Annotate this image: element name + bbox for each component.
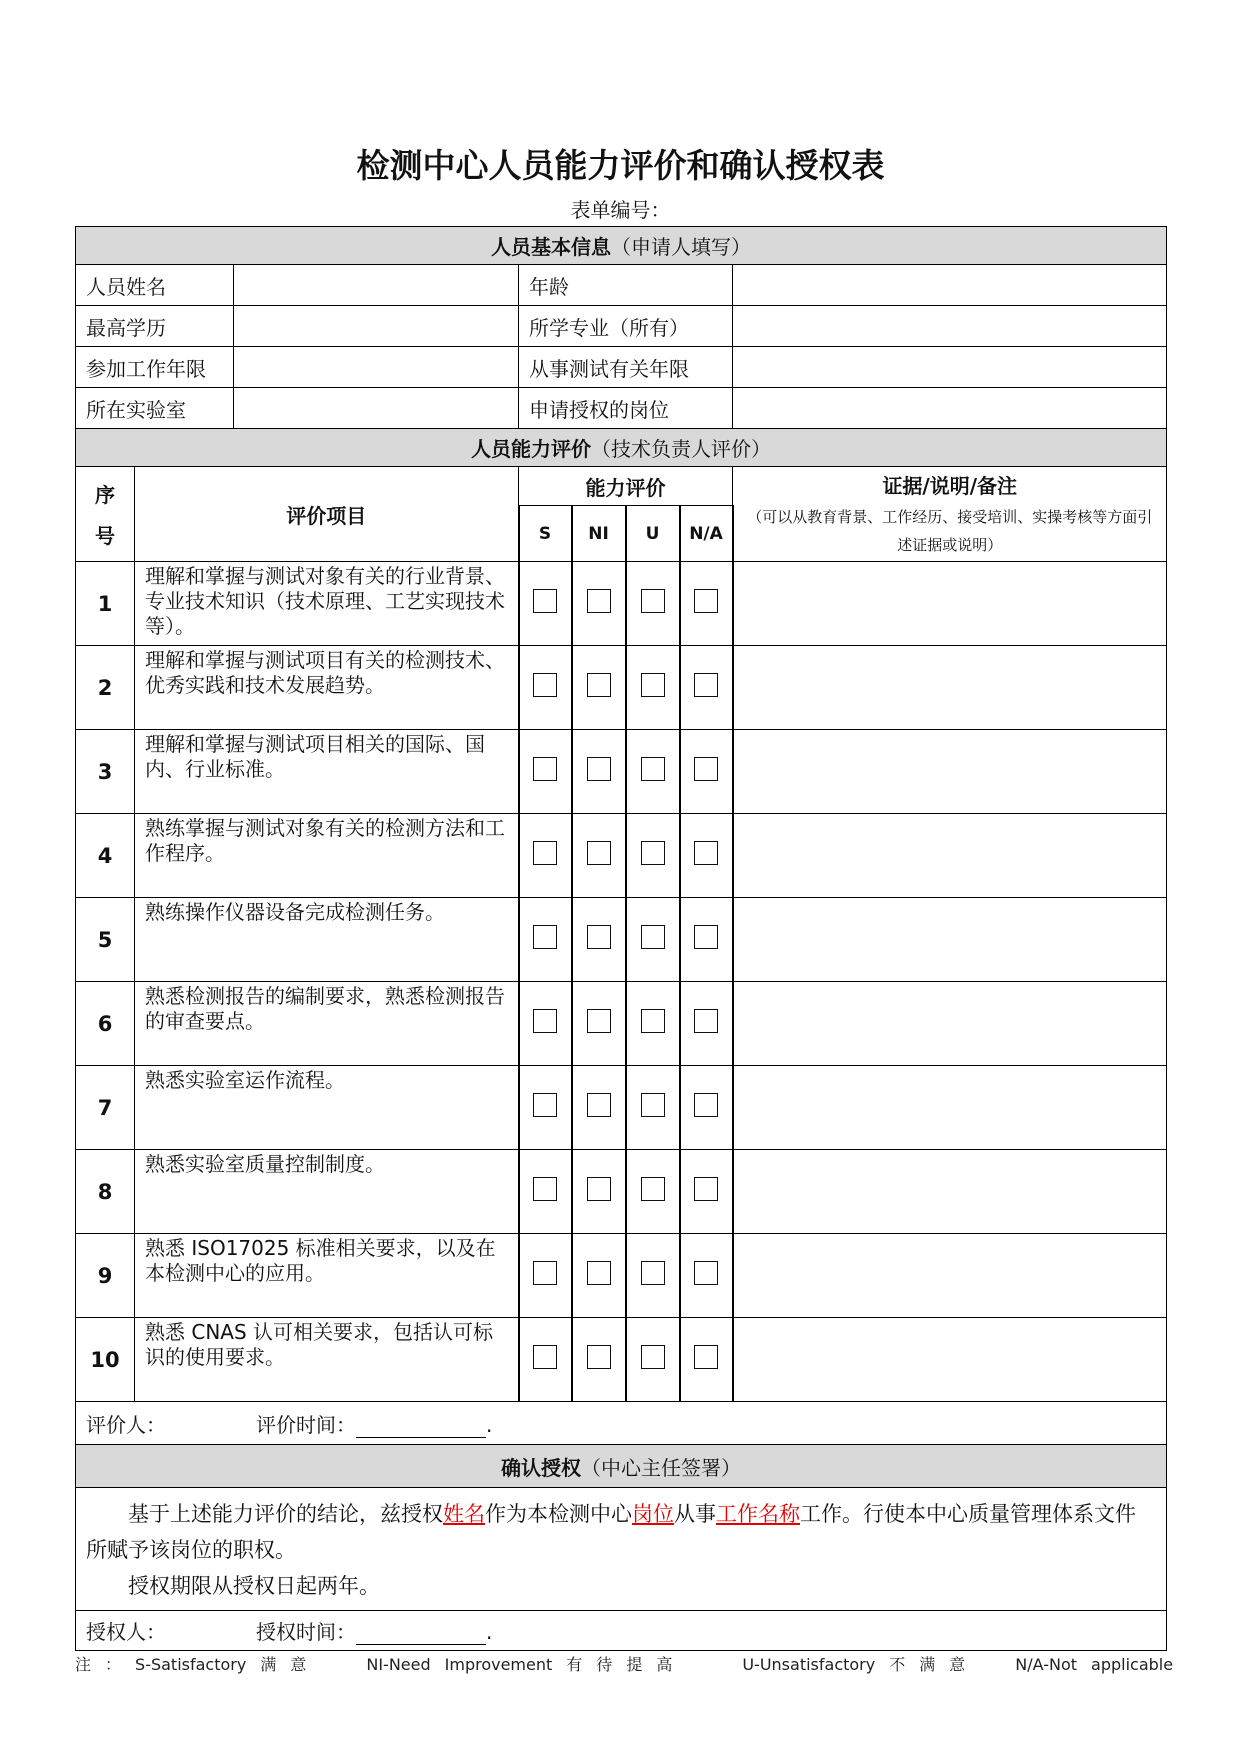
footnote-token: N/A-Not bbox=[1015, 1655, 1078, 1674]
notes-cell[interactable] bbox=[733, 646, 1167, 730]
checkbox-na[interactable] bbox=[694, 1009, 718, 1033]
basic-info-row bbox=[76, 347, 1167, 388]
placeholder-field[interactable]: 岗位 bbox=[632, 1502, 674, 1526]
footnote-token: 待 bbox=[596, 1655, 613, 1674]
checkbox-na[interactable] bbox=[694, 589, 718, 613]
footnote-token: 高 bbox=[656, 1655, 673, 1674]
footnote-token: 意 bbox=[949, 1655, 966, 1674]
notes-cell[interactable] bbox=[733, 1234, 1167, 1318]
evaluation-row bbox=[76, 646, 1167, 730]
footnote-token: U-Unsatisfactory bbox=[742, 1655, 876, 1674]
evaluation-row bbox=[76, 814, 1167, 898]
checkbox-u[interactable] bbox=[641, 925, 665, 949]
field-value[interactable] bbox=[234, 265, 519, 306]
checkbox-s[interactable] bbox=[533, 589, 557, 613]
notes-cell[interactable] bbox=[733, 730, 1167, 814]
field-label: 申请授权的岗位 bbox=[519, 388, 733, 429]
checkbox-s[interactable] bbox=[533, 757, 557, 781]
item-text: 熟悉 CNAS 认可相关要求，包括认可标识的使用要求。 bbox=[135, 1318, 519, 1402]
checkbox-u[interactable] bbox=[641, 841, 665, 865]
item-text: 熟练掌握与测试对象有关的检测方法和工作程序。 bbox=[135, 814, 519, 898]
field-label: 参加工作年限 bbox=[76, 347, 234, 388]
notes-cell[interactable] bbox=[733, 1318, 1167, 1402]
auth-time-field[interactable] bbox=[356, 1624, 486, 1645]
evaluation-row bbox=[76, 982, 1167, 1066]
footnote-token: Improvement bbox=[444, 1655, 553, 1674]
item-number: 2 bbox=[76, 646, 135, 730]
field-value[interactable] bbox=[733, 347, 1167, 388]
item-text: 熟悉实验室质量控制制度。 bbox=[135, 1150, 519, 1234]
checkbox-ni[interactable] bbox=[587, 757, 611, 781]
item-number: 1 bbox=[76, 562, 135, 646]
field-value[interactable] bbox=[733, 306, 1167, 347]
notes-cell[interactable] bbox=[733, 1066, 1167, 1150]
checkbox-s[interactable] bbox=[533, 1177, 557, 1201]
checkbox-u[interactable] bbox=[641, 1009, 665, 1033]
basic-info-header: 人员基本信息（申请人填写） bbox=[76, 227, 1167, 265]
checkbox-ni[interactable] bbox=[587, 1345, 611, 1369]
checkbox-u[interactable] bbox=[641, 757, 665, 781]
item-number: 6 bbox=[76, 982, 135, 1066]
field-label: 年龄 bbox=[519, 265, 733, 306]
field-label: 人员姓名 bbox=[76, 265, 234, 306]
checkbox-na[interactable] bbox=[694, 673, 718, 697]
evaluation-row bbox=[76, 898, 1167, 982]
field-label: 从事测试有关年限 bbox=[519, 347, 733, 388]
item-number: 3 bbox=[76, 730, 135, 814]
checkbox-ni[interactable] bbox=[587, 1093, 611, 1117]
footnote-token: 有 bbox=[566, 1655, 583, 1674]
checkbox-ni[interactable] bbox=[587, 673, 611, 697]
item-number: 5 bbox=[76, 898, 135, 982]
placeholder-field[interactable]: 工作名称 bbox=[716, 1502, 800, 1526]
checkbox-na[interactable] bbox=[694, 1345, 718, 1369]
footnote-token: NI-Need bbox=[366, 1655, 431, 1674]
paragraph-text: 工作。行使本中心质量管理体系文件所赋予该岗位的职权。 bbox=[86, 1502, 1136, 1562]
evaluation-row bbox=[76, 1318, 1167, 1402]
field-label: 所学专业（所有） bbox=[519, 306, 733, 347]
checkbox-s[interactable] bbox=[533, 841, 557, 865]
rating-header-ni: NI bbox=[572, 506, 626, 562]
item-number: 4 bbox=[76, 814, 135, 898]
notes-cell[interactable] bbox=[733, 898, 1167, 982]
basic-info-row bbox=[76, 388, 1167, 429]
period: . bbox=[486, 1620, 493, 1644]
checkbox-u[interactable] bbox=[641, 1177, 665, 1201]
item-text: 理解和掌握与测试项目有关的检测技术、优秀实践和技术发展趋势。 bbox=[135, 646, 519, 730]
item-text: 熟悉 ISO17025 标准相关要求，以及在本检测中心的应用。 bbox=[135, 1234, 519, 1318]
col-notes-header: 证据/说明/备注 （可以从教育背景、工作经历、接受培训、实操考核等方面引述证据或说明） bbox=[733, 467, 1167, 562]
authorizer-label: 授权人： bbox=[86, 1620, 166, 1644]
notes-cell[interactable] bbox=[733, 562, 1167, 646]
item-text: 理解和掌握与测试项目相关的国际、国内、行业标准。 bbox=[135, 730, 519, 814]
checkbox-u[interactable] bbox=[641, 589, 665, 613]
evaluator-row bbox=[76, 1402, 1167, 1445]
col-item-header: 评价项目 bbox=[135, 467, 519, 562]
evaluation-row bbox=[76, 1066, 1167, 1150]
footnote-token: 满 bbox=[919, 1655, 936, 1674]
authorizer-row bbox=[76, 1611, 1167, 1651]
col-number-header: 序 号 bbox=[76, 467, 135, 562]
paragraph-text: 从事 bbox=[674, 1502, 716, 1526]
authorization-statement bbox=[76, 1488, 1167, 1611]
notes-cell[interactable] bbox=[733, 982, 1167, 1066]
item-text: 熟练操作仪器设备完成检测任务。 bbox=[135, 898, 519, 982]
checkbox-s[interactable] bbox=[533, 1093, 557, 1117]
evaluation-row bbox=[76, 730, 1167, 814]
footnote-token: applicable bbox=[1091, 1655, 1174, 1674]
footnote-token: 满 bbox=[260, 1655, 277, 1674]
field-value[interactable] bbox=[234, 388, 519, 429]
field-value[interactable] bbox=[234, 347, 519, 388]
evaluation-row bbox=[76, 1150, 1167, 1234]
checkbox-s[interactable] bbox=[533, 925, 557, 949]
rating-header-s: S bbox=[519, 506, 572, 562]
checkbox-na[interactable] bbox=[694, 1261, 718, 1285]
checkbox-ni[interactable] bbox=[587, 1261, 611, 1285]
checkbox-ni[interactable] bbox=[587, 1009, 611, 1033]
auth-time-label: 授权时间： bbox=[256, 1620, 356, 1644]
checkbox-na[interactable] bbox=[694, 925, 718, 949]
paragraph-text: 作为本检测中心 bbox=[485, 1502, 632, 1526]
checkbox-ni[interactable] bbox=[587, 1177, 611, 1201]
checkbox-ni[interactable] bbox=[587, 841, 611, 865]
field-label: 最高学历 bbox=[76, 306, 234, 347]
checkbox-u[interactable] bbox=[641, 673, 665, 697]
footnote-token: 注 bbox=[75, 1655, 92, 1674]
field-label: 所在实验室 bbox=[76, 388, 234, 429]
field-value[interactable] bbox=[234, 306, 519, 347]
field-value[interactable] bbox=[733, 388, 1167, 429]
evaluation-row bbox=[76, 562, 1167, 646]
field-value[interactable] bbox=[733, 265, 1167, 306]
checkbox-na[interactable] bbox=[694, 841, 718, 865]
page-title: 检测中心人员能力评价和确认授权表 bbox=[356, 146, 885, 185]
checkbox-na[interactable] bbox=[694, 1177, 718, 1201]
item-number: 7 bbox=[76, 1066, 135, 1150]
checkbox-s[interactable] bbox=[533, 1261, 557, 1285]
period: . bbox=[486, 1412, 493, 1437]
form-number-label: 表单编号： bbox=[570, 198, 671, 222]
evaluation-form-table bbox=[75, 226, 1167, 1651]
rating-header-na: N/A bbox=[680, 506, 733, 562]
checkbox-na[interactable] bbox=[694, 757, 718, 781]
footnote-token: S-Satisfactory bbox=[135, 1655, 247, 1674]
checkbox-ni[interactable] bbox=[587, 925, 611, 949]
placeholder-field[interactable]: 姓名 bbox=[443, 1502, 485, 1526]
footnote-token: 意 bbox=[290, 1655, 307, 1674]
evaluator-label: 评价人： bbox=[86, 1412, 166, 1437]
footnote-token: 提 bbox=[626, 1655, 643, 1674]
checkbox-na[interactable] bbox=[694, 1093, 718, 1117]
item-number: 10 bbox=[76, 1318, 135, 1402]
footnote-token: ： bbox=[105, 1655, 122, 1674]
item-text: 熟悉实验室运作流程。 bbox=[135, 1066, 519, 1150]
evaluation-row bbox=[76, 1234, 1167, 1318]
paragraph-text: 基于上述能力评价的结论，兹授权 bbox=[128, 1502, 443, 1526]
basic-info-row bbox=[76, 265, 1167, 306]
eval-time-field[interactable] bbox=[356, 1417, 486, 1438]
basic-info-row bbox=[76, 306, 1167, 347]
eval-time-label: 评价时间： bbox=[256, 1412, 356, 1437]
checkbox-u[interactable] bbox=[641, 1261, 665, 1285]
item-number: 9 bbox=[76, 1234, 135, 1318]
footnote bbox=[75, 1652, 1187, 1675]
notes-cell[interactable] bbox=[733, 1150, 1167, 1234]
authorization-period: 授权期限从授权日起两年。 bbox=[128, 1574, 380, 1598]
notes-cell[interactable] bbox=[733, 814, 1167, 898]
checkbox-s[interactable] bbox=[533, 1345, 557, 1369]
authorization-header: 确认授权（中心主任签署） bbox=[76, 1445, 1167, 1488]
item-text: 理解和掌握与测试对象有关的行业背景、专业技术知识（技术原理、工艺实现技术等）。 bbox=[135, 562, 519, 646]
checkbox-s[interactable] bbox=[533, 1009, 557, 1033]
checkbox-s[interactable] bbox=[533, 673, 557, 697]
col-rating-header: 能力评价 bbox=[519, 467, 733, 506]
checkbox-ni[interactable] bbox=[587, 589, 611, 613]
rating-header-u: U bbox=[626, 506, 680, 562]
item-number: 8 bbox=[76, 1150, 135, 1234]
checkbox-u[interactable] bbox=[641, 1345, 665, 1369]
footnote-token: 不 bbox=[889, 1655, 906, 1674]
checkbox-u[interactable] bbox=[641, 1093, 665, 1117]
item-text: 熟悉检测报告的编制要求，熟悉检测报告的审查要点。 bbox=[135, 982, 519, 1066]
evaluation-header: 人员能力评价（技术负责人评价） bbox=[76, 429, 1167, 467]
